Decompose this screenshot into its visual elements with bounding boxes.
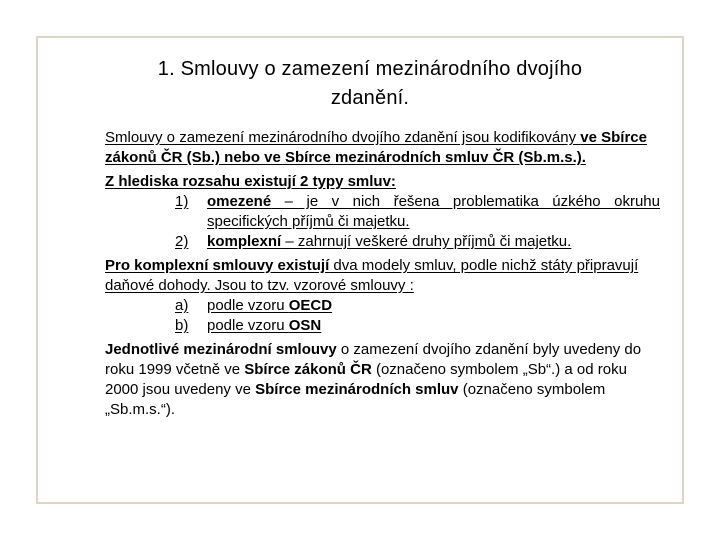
title-line-2: zdanění. bbox=[330, 87, 410, 109]
item1-rest: – je v nich řešena problematika úzkého okruhu specifických příjmů či majetku. bbox=[207, 193, 660, 230]
item2-number: 2) bbox=[175, 233, 189, 250]
item1-number: 1) bbox=[175, 193, 189, 210]
model-item-osn bbox=[175, 316, 660, 336]
model-a-bold: OECD bbox=[288, 297, 333, 314]
model-item-oecd bbox=[175, 296, 660, 316]
item1-text bbox=[207, 192, 660, 232]
item2-rest: – zahrnují veškeré druhy příjmů či majetku. bbox=[281, 233, 572, 250]
slide-content bbox=[105, 128, 660, 420]
model-b-bold: OSN bbox=[288, 317, 322, 334]
paragraph-models bbox=[105, 256, 660, 296]
p3-bold: Pro komplexní smlouvy existují bbox=[105, 257, 330, 274]
item2-text bbox=[207, 232, 660, 252]
model-a-number: a) bbox=[175, 297, 189, 314]
title-line-1: 1. Smlouvy o zamezení mezinárodního dvojího bbox=[157, 58, 583, 80]
p1-bold: ve Sbírce zákonů ČR (Sb.) nebo ve Sbírce mezinárodních smluv ČR (Sb.m.s.). bbox=[105, 129, 647, 166]
p1-text: Smlouvy o zamezení mezinárodního dvojího zdanění jsou kodifikovány bbox=[105, 129, 581, 146]
list-item-limited bbox=[175, 192, 660, 232]
p4-text3: (označeno symbolem „Sb.m.s.“). bbox=[105, 381, 606, 418]
paragraph-types-heading bbox=[105, 172, 660, 192]
p2-heading: Z hlediska rozsahu existují 2 typy smluv: bbox=[105, 173, 396, 190]
slide-title bbox=[80, 55, 660, 113]
p4-bold2: Sbírce zákonů ČR bbox=[244, 361, 372, 378]
p4-bold1: Jednotlivé mezinárodní smlouvy bbox=[105, 341, 337, 358]
model-b-prefix: podle vzoru bbox=[207, 317, 289, 334]
p4-text2: (označeno symbolem „Sb“.) a od roku 2000 jsou uvedeny ve bbox=[105, 361, 627, 398]
p4-bold3: Sbírce mezinárodních smluv bbox=[255, 381, 459, 398]
model-a-prefix: podle vzoru bbox=[207, 297, 289, 314]
paragraph-publication bbox=[105, 340, 660, 420]
model-b-number: b) bbox=[175, 317, 189, 334]
p3-rest: dva modely smluv, podle nichž státy připravují daňové dohody. Jsou to tzv. vzorové smlouvy : bbox=[105, 257, 639, 294]
list-item-complex bbox=[175, 232, 660, 252]
item2-bold: komplexní bbox=[207, 233, 282, 250]
model-a-text bbox=[207, 296, 332, 316]
p4-text1: o zamezení dvojího zdanění byly uvedeny do roku 1999 včetně ve bbox=[105, 341, 642, 378]
model-b-text bbox=[207, 316, 321, 336]
paragraph-codification bbox=[105, 128, 660, 168]
item1-bold: omezené bbox=[207, 193, 272, 210]
